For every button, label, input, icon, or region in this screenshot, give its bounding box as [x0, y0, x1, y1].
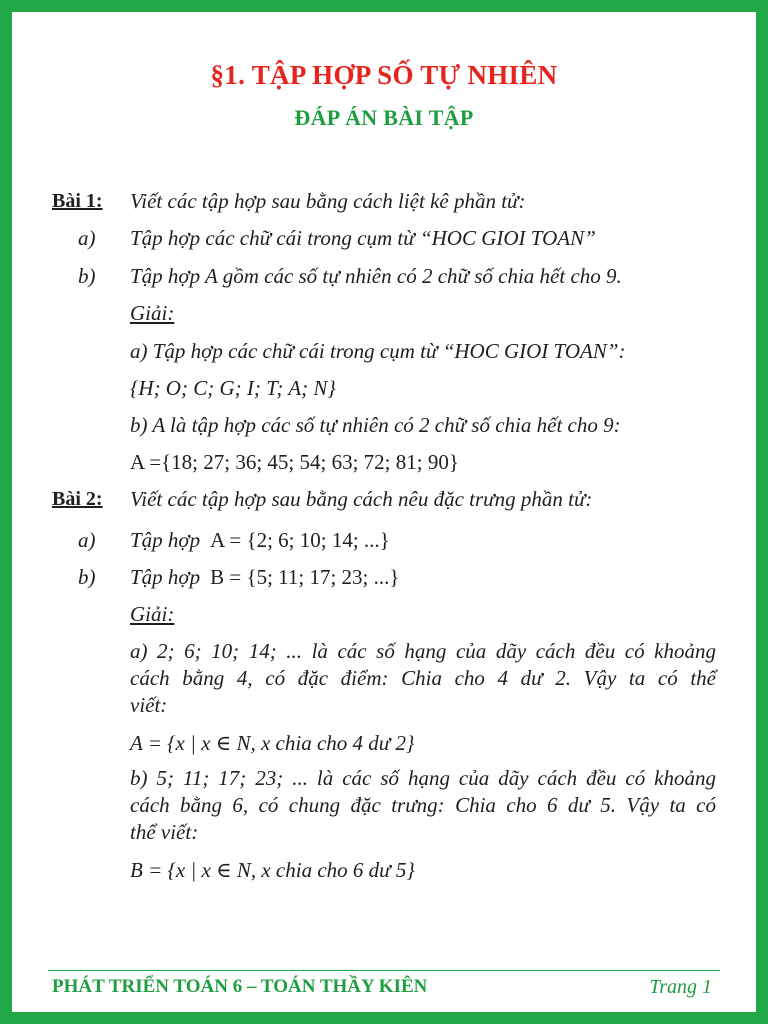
- footer-page-number: Trang 1: [649, 976, 712, 998]
- exercise-1-solution-a-text: a) Tập hợp các chữ cái trong cụm từ “HOC GIOI TOAN”:: [130, 339, 626, 363]
- exercise-2-solution-b-line: b) 5; 11; 17; 23; ... là các số hạng của dãy cách đều có khoảng: [130, 766, 716, 790]
- exercise-1-solution-b-set: A ={18; 27; 36; 45; 54; 63; 72; 81; 90}: [130, 450, 459, 474]
- exercise-1-item-b-marker: b): [78, 264, 96, 288]
- exercise-2-solution-b-line: thể viết:: [130, 820, 199, 844]
- footer-divider: [48, 970, 720, 971]
- exercise-2-solution-a-set: A = {x | x ∈ N, x chia cho 4 dư 2}: [130, 731, 415, 755]
- exercise-1-label: Bài 1:: [52, 190, 103, 212]
- exercise-2-item-a-set: A = {2; 6; 10; 14; ...}: [210, 528, 390, 552]
- exercise-1-solution-label: Giải:: [130, 301, 175, 325]
- exercise-2-solution-a-line: cách bằng 4, có đặc điểm: Chia cho 4 dư 2. Vậy ta có thể: [130, 666, 716, 690]
- exercise-2-prompt: Viết các tập hợp sau bằng cách nêu đặc trưng phần tử:: [130, 487, 593, 511]
- exercise-2-item-a: [130, 526, 390, 554]
- exercise-1-solution-b-text: b) A là tập hợp các số tự nhiên có 2 chữ số chia hết cho 9:: [130, 413, 621, 437]
- exercise-1-item-b: Tập hợp A gồm các số tự nhiên có 2 chữ số chia hết cho 9.: [130, 264, 622, 288]
- exercise-2-solution-b-set: B = {x | x ∈ N, x chia cho 6 dư 5}: [130, 858, 415, 882]
- exercise-2-solution-a-line: viết:: [130, 693, 168, 717]
- exercise-2-solution-a-line: a) 2; 6; 10; 14; ... là các số hạng của dãy cách đều có khoảng: [130, 639, 716, 663]
- exercise-2-item-b-marker: b): [78, 565, 96, 589]
- page-subtitle: ĐÁP ÁN BÀI TẬP: [294, 105, 474, 130]
- exercise-2-item-b-text: Tập hợp: [130, 565, 201, 589]
- exercise-2-item-b: [130, 563, 399, 591]
- exercise-2-solution-b-line: cách bằng 6, có chung đặc trưng: Chia cho 6 dư 5. Vậy ta có: [130, 793, 716, 817]
- page-title: §1. TẬP HỢP SỐ TỰ NHIÊN: [210, 60, 558, 90]
- exercise-1-prompt: Viết các tập hợp sau bằng cách liệt kê phần tử:: [130, 189, 526, 213]
- exercise-2-item-a-text: Tập hợp: [130, 528, 201, 552]
- exercise-1-solution-a-set: {H; O; C; G; I; T; A; N}: [130, 376, 336, 400]
- exercise-1-item-a: Tập hợp các chữ cái trong cụm từ “HOC GIOI TOAN”: [130, 226, 596, 250]
- exercise-1-item-a-marker: a): [78, 226, 96, 250]
- exercise-2-item-b-set: B = {5; 11; 17; 23; ...}: [210, 565, 400, 589]
- exercise-2-label: Bài 2:: [52, 488, 103, 510]
- footer-book-title: PHÁT TRIỂN TOÁN 6 – TOÁN THẦY KIÊN: [52, 976, 428, 997]
- exercise-2-solution-label: Giải:: [130, 602, 175, 626]
- exercise-2-item-a-marker: a): [78, 528, 96, 552]
